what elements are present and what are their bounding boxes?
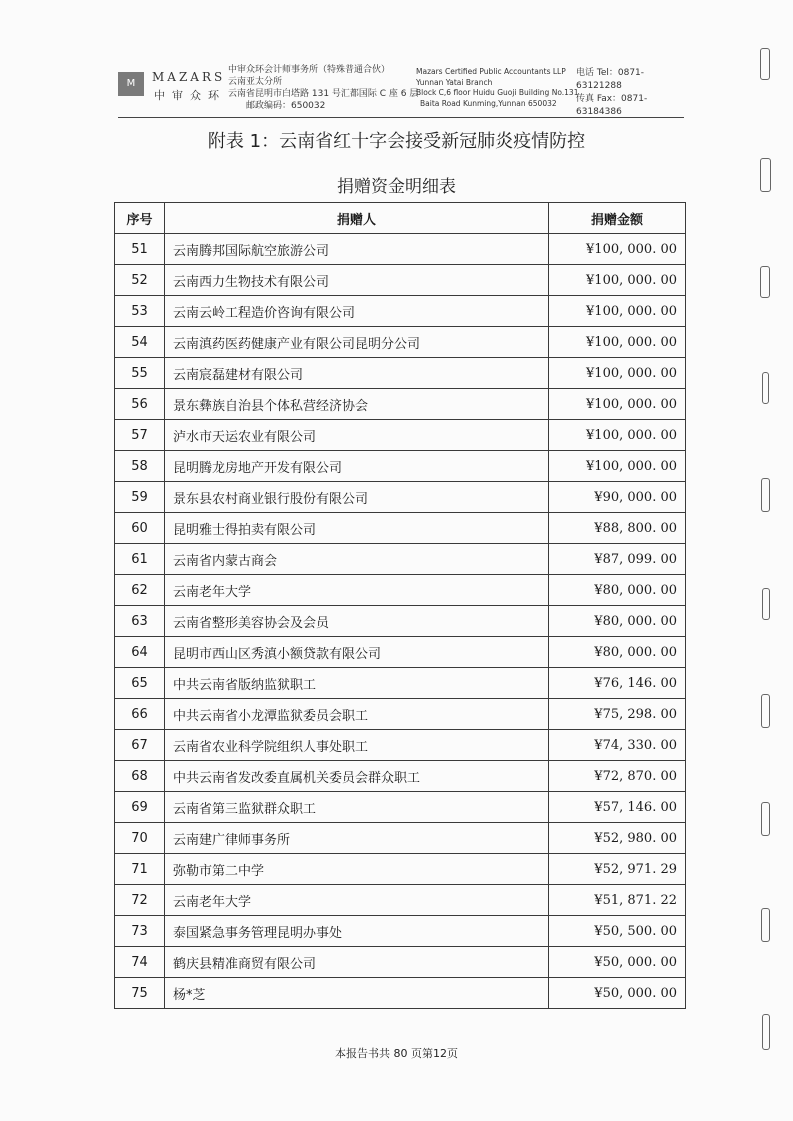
donor-name: 泰国紧急事务管理昆明办事处 bbox=[165, 916, 549, 947]
donor-name: 云南西力生物技术有限公司 bbox=[165, 265, 549, 296]
row-number: 67 bbox=[115, 730, 165, 761]
table-row bbox=[115, 358, 686, 389]
row-number: 59 bbox=[115, 482, 165, 513]
binding-mark bbox=[760, 48, 770, 80]
table-row bbox=[115, 513, 686, 544]
table-row bbox=[115, 761, 686, 792]
header-seq: 序号 bbox=[115, 203, 165, 234]
row-number: 57 bbox=[115, 420, 165, 451]
table-row bbox=[115, 420, 686, 451]
donor-name: 云南老年大学 bbox=[165, 885, 549, 916]
donation-amount: ¥80, 000. 00 bbox=[549, 575, 686, 606]
firm-line: 云南省昆明市白塔路 131 号汇都国际 C 座 6 层 bbox=[228, 89, 419, 99]
table-row bbox=[115, 544, 686, 575]
brand-name-cn: 中审众环 bbox=[154, 89, 226, 102]
row-number: 55 bbox=[115, 358, 165, 389]
table-row bbox=[115, 947, 686, 978]
row-number: 68 bbox=[115, 761, 165, 792]
donor-name: 杨*芝 bbox=[165, 978, 549, 1009]
donor-name: 云南省第三监狱群众职工 bbox=[165, 792, 549, 823]
table-row bbox=[115, 978, 686, 1009]
donor-name: 云南老年大学 bbox=[165, 575, 549, 606]
firm-line: Baita Road Kunming,Yunnan 650032 bbox=[420, 98, 557, 108]
donor-name: 中共云南省小龙潭监狱委员会职工 bbox=[165, 699, 549, 730]
row-number: 73 bbox=[115, 916, 165, 947]
firm-line: Block C,6 floor Huidu Guoji Building No.131 bbox=[416, 88, 579, 97]
binding-mark bbox=[760, 266, 770, 298]
row-number: 60 bbox=[115, 513, 165, 544]
donor-name: 鹤庆县精准商贸有限公司 bbox=[165, 947, 549, 978]
donor-name: 昆明市西山区秀滇小额贷款有限公司 bbox=[165, 637, 549, 668]
donor-name: 弥勒市第二中学 bbox=[165, 854, 549, 885]
table-row bbox=[115, 265, 686, 296]
table-row bbox=[115, 668, 686, 699]
row-number: 66 bbox=[115, 699, 165, 730]
donation-amount: ¥100, 000. 00 bbox=[549, 265, 686, 296]
row-number: 54 bbox=[115, 327, 165, 358]
row-number: 70 bbox=[115, 823, 165, 854]
donation-amount: ¥52, 971. 29 bbox=[549, 854, 686, 885]
donor-name: 云南腾邦国际航空旅游公司 bbox=[165, 234, 549, 265]
donation-amount: ¥100, 000. 00 bbox=[549, 296, 686, 327]
binding-mark bbox=[760, 158, 771, 192]
donation-amount: ¥100, 000. 00 bbox=[549, 420, 686, 451]
firm-line: 邮政编码：650032 bbox=[246, 101, 326, 111]
donor-name: 云南滇药医药健康产业有限公司昆明分公司 bbox=[165, 327, 549, 358]
header-amount: 捐赠金额 bbox=[549, 203, 686, 234]
binding-mark bbox=[761, 908, 770, 942]
row-number: 58 bbox=[115, 451, 165, 482]
binding-mark bbox=[762, 1014, 770, 1050]
donor-name: 景东彝族自治县个体私营经济协会 bbox=[165, 389, 549, 420]
binding-mark bbox=[761, 478, 770, 512]
firm-line: Yunnan Yatai Branch bbox=[416, 77, 493, 87]
row-number: 71 bbox=[115, 854, 165, 885]
donation-amount: ¥80, 000. 00 bbox=[549, 637, 686, 668]
table-row bbox=[115, 637, 686, 668]
row-number: 62 bbox=[115, 575, 165, 606]
donation-amount: ¥50, 000. 00 bbox=[549, 947, 686, 978]
row-number: 56 bbox=[115, 389, 165, 420]
donor-name: 云南建广律师事务所 bbox=[165, 823, 549, 854]
row-number: 75 bbox=[115, 978, 165, 1009]
row-number: 65 bbox=[115, 668, 165, 699]
table-row bbox=[115, 823, 686, 854]
header-donor: 捐赠人 bbox=[165, 203, 549, 234]
table-row bbox=[115, 606, 686, 637]
donation-amount: ¥50, 500. 00 bbox=[549, 916, 686, 947]
page-title: 附表 1：云南省红十字会接受新冠肺炎疫情防控 bbox=[207, 131, 586, 152]
donation-amount: ¥90, 000. 00 bbox=[549, 482, 686, 513]
table-row bbox=[115, 916, 686, 947]
firm-line: Mazars Certified Public Accountants LLP bbox=[416, 67, 566, 76]
donor-name: 昆明雅士得拍卖有限公司 bbox=[165, 513, 549, 544]
donor-name: 云南云岭工程造价咨询有限公司 bbox=[165, 296, 549, 327]
binding-mark bbox=[761, 694, 770, 728]
donor-name: 中共云南省版纳监狱职工 bbox=[165, 668, 549, 699]
page-subtitle: 捐赠资金明细表 bbox=[337, 177, 456, 197]
donor-name: 云南省农业科学院组织人事处职工 bbox=[165, 730, 549, 761]
table-row bbox=[115, 327, 686, 358]
firm-line: 中审众环会计师事务所（特殊普通合伙） bbox=[228, 65, 391, 75]
binding-mark bbox=[761, 802, 770, 836]
row-number: 74 bbox=[115, 947, 165, 978]
donation-amount: ¥75, 298. 00 bbox=[549, 699, 686, 730]
table-row bbox=[115, 451, 686, 482]
donation-amount: ¥57, 146. 00 bbox=[549, 792, 686, 823]
donation-amount: ¥50, 000. 00 bbox=[549, 978, 686, 1009]
donation-amount: ¥88, 800. 00 bbox=[549, 513, 686, 544]
brand-name-en: MAZARS bbox=[152, 70, 226, 84]
table-row bbox=[115, 730, 686, 761]
donation-amount: ¥76, 146. 00 bbox=[549, 668, 686, 699]
letterhead-divider bbox=[118, 117, 684, 118]
donation-amount: ¥100, 000. 00 bbox=[549, 234, 686, 265]
table-row bbox=[115, 296, 686, 327]
donation-amount: ¥100, 000. 00 bbox=[549, 327, 686, 358]
table-row bbox=[115, 234, 686, 265]
table-row bbox=[115, 699, 686, 730]
table-row bbox=[115, 885, 686, 916]
row-number: 52 bbox=[115, 265, 165, 296]
donation-amount: ¥80, 000. 00 bbox=[549, 606, 686, 637]
firm-contact bbox=[576, 67, 678, 119]
donation-amount: ¥100, 000. 00 bbox=[549, 389, 686, 420]
firm-address-en bbox=[416, 67, 578, 109]
table-row bbox=[115, 482, 686, 513]
letterhead bbox=[118, 62, 678, 117]
donation-amount: ¥72, 870. 00 bbox=[549, 761, 686, 792]
donation-amount: ¥52, 980. 00 bbox=[549, 823, 686, 854]
donor-name: 云南省内蒙古商会 bbox=[165, 544, 549, 575]
donation-amount: ¥100, 000. 00 bbox=[549, 451, 686, 482]
donation-amount: ¥74, 330. 00 bbox=[549, 730, 686, 761]
donation-table bbox=[114, 202, 686, 1009]
firm-line: 云南亚太分所 bbox=[228, 77, 283, 87]
table-row bbox=[115, 389, 686, 420]
donation-amount: ¥100, 000. 00 bbox=[549, 358, 686, 389]
donor-name: 中共云南省发改委直属机关委员会群众职工 bbox=[165, 761, 549, 792]
binding-mark bbox=[762, 372, 769, 404]
donor-name: 景东县农村商业银行股份有限公司 bbox=[165, 482, 549, 513]
phone-number: 电话 Tel：0871-63121288 bbox=[576, 68, 645, 91]
table-row bbox=[115, 854, 686, 885]
row-number: 64 bbox=[115, 637, 165, 668]
table-row bbox=[115, 792, 686, 823]
donation-amount: ¥87, 099. 00 bbox=[549, 544, 686, 575]
table-header-row bbox=[115, 203, 686, 234]
donor-name: 泸水市天运农业有限公司 bbox=[165, 420, 549, 451]
donor-name: 云南省整形美容协会及会员 bbox=[165, 606, 549, 637]
row-number: 69 bbox=[115, 792, 165, 823]
donation-amount: ¥51, 871. 22 bbox=[549, 885, 686, 916]
donor-name: 昆明腾龙房地产开发有限公司 bbox=[165, 451, 549, 482]
row-number: 51 bbox=[115, 234, 165, 265]
firm-address-cn bbox=[228, 64, 418, 112]
fax-number: 传真 Fax：0871-63184386 bbox=[576, 94, 648, 117]
table-row bbox=[115, 575, 686, 606]
row-number: 53 bbox=[115, 296, 165, 327]
row-number: 61 bbox=[115, 544, 165, 575]
binding-mark bbox=[762, 588, 770, 620]
row-number: 72 bbox=[115, 885, 165, 916]
donor-name: 云南宸磊建材有限公司 bbox=[165, 358, 549, 389]
row-number: 63 bbox=[115, 606, 165, 637]
page-footer: 本报告书共 80 页第12页 bbox=[335, 1047, 458, 1060]
mazars-logo: M bbox=[118, 72, 144, 96]
